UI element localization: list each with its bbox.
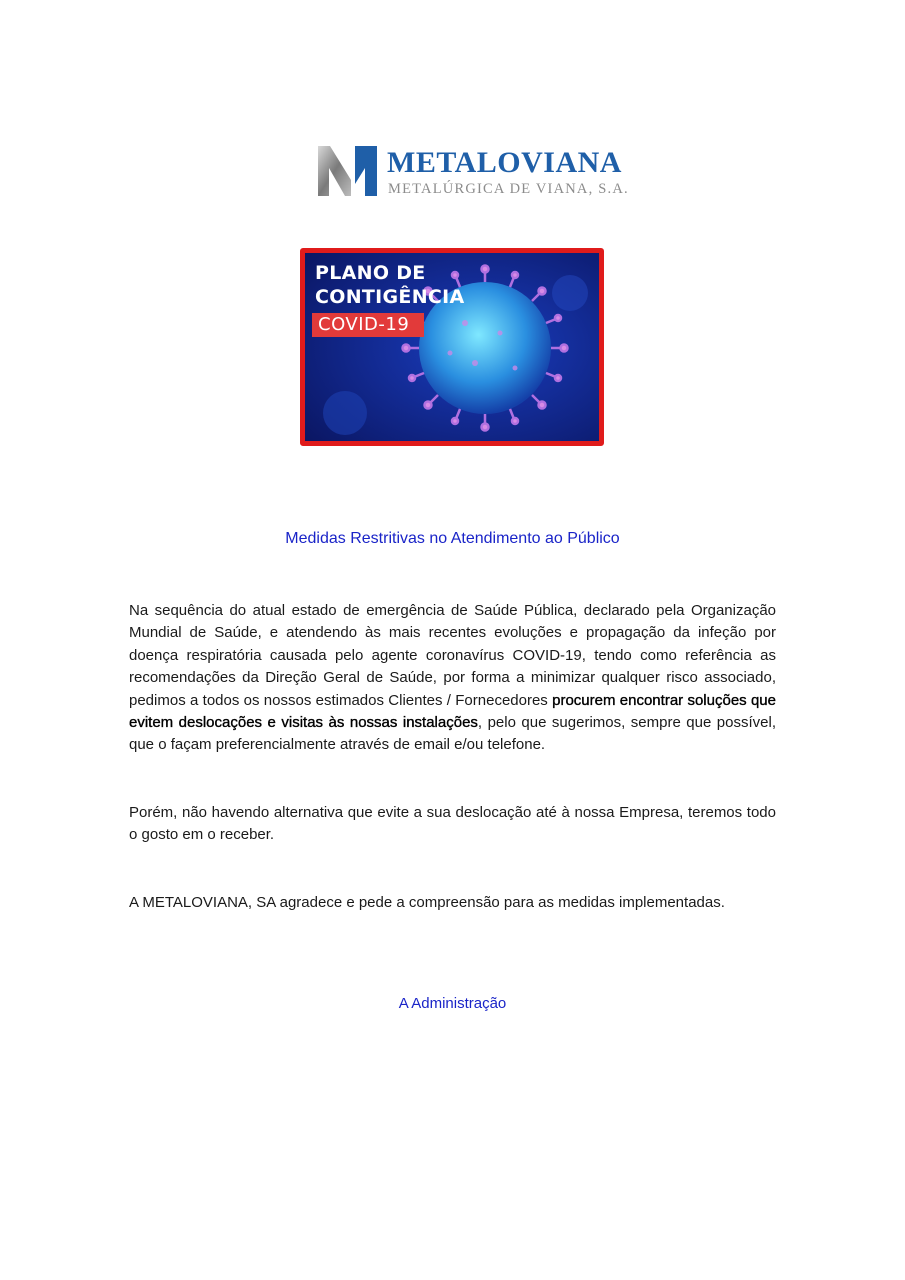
m-logo-icon <box>315 142 385 202</box>
signature: A Administração <box>398 995 507 1012</box>
covid-banner-image <box>300 248 604 446</box>
paragraph-notice-end: , pelo que sugerimos, sempre que possível, que o façam preferencialmente através de email e/ou telefone. <box>129 714 776 754</box>
logo-company-subtitle: METALÚRGICA DE VIANA, S.A. <box>388 181 629 197</box>
banner-covid-tag: COVID-19 <box>312 313 424 337</box>
paragraph-alternative: Porém, não havendo alternativa que evite a sua deslocação até à nossa Empresa, teremos todo o gosto em o receber. <box>129 804 776 844</box>
banner-title: PLANO DE CONTIGÊNCIA <box>315 262 465 308</box>
paragraph-notice-emphasis: procurem encontrar soluções que evitem deslocações e visitas às nossas instalações <box>129 691 776 732</box>
paragraph-thanks: A METALOVIANA, SA agradece e pede a compreensão para as medidas implementadas. <box>129 894 725 911</box>
paragraph-notice <box>129 600 776 757</box>
logo-company-name: METALOVIANA <box>387 146 622 179</box>
paragraph-notice-start: Na sequência do atual estado de emergência de Saúde Pública, declarado pela Organização Mundial de Saúde, e atendendo às mais recentes evoluções e propagação da infeção por doença respiratória causada pelo agente coronavírus COVID-19, tendo como referência as recomendações da Direção Geral de Saúde, por forma a minimizar qualquer risco associado, pedimos a todos os nossos estimados Clientes / Fornecedores <box>129 602 776 709</box>
company-logo <box>315 142 629 202</box>
page-title: Medidas Restritivas no Atendimento ao Público <box>285 530 620 547</box>
